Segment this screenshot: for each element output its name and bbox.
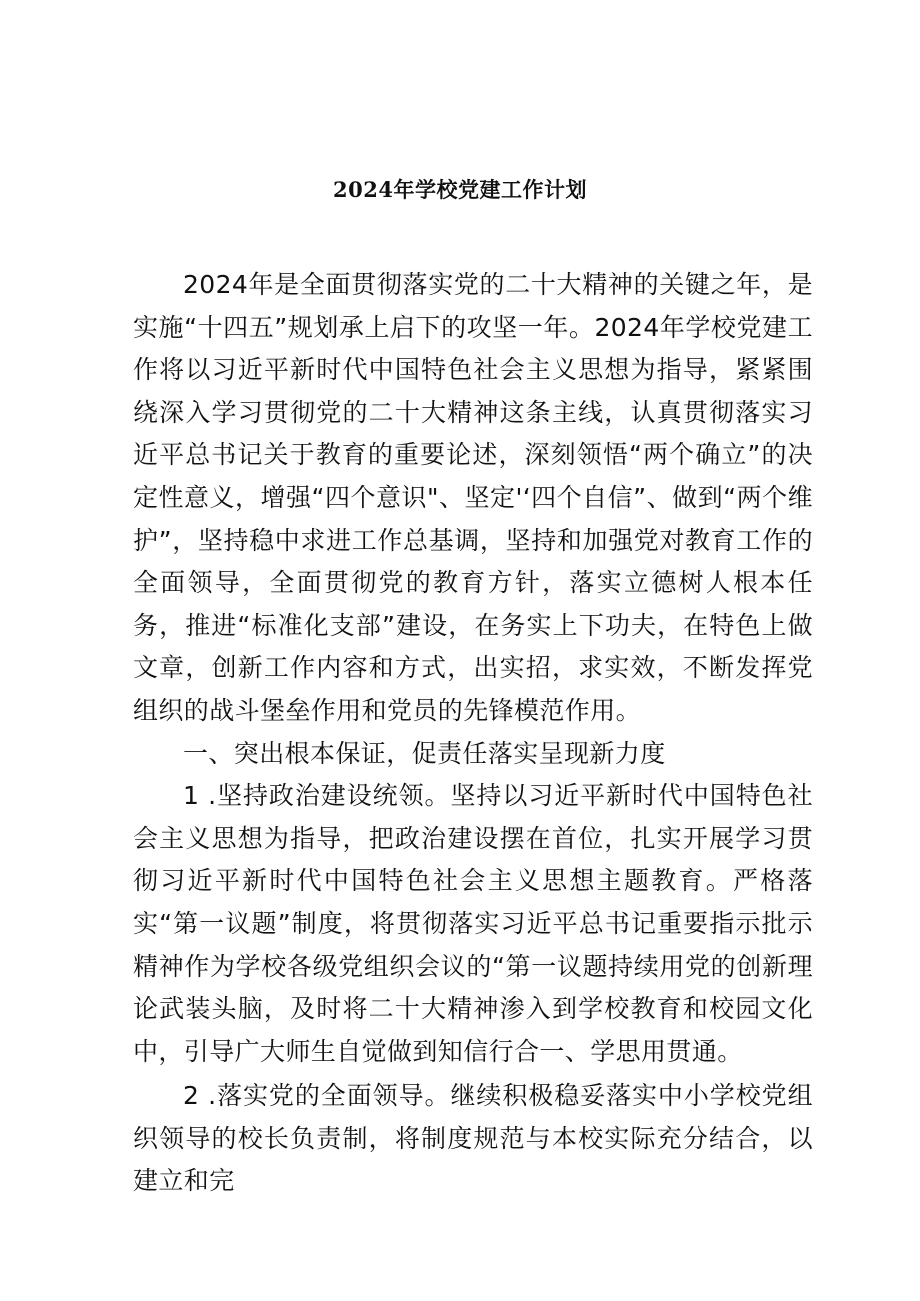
item-2-paragraph: 2 .落实党的全面领导。继续积极稳妥落实中小学校党组织领导的校长负责制，将制度规范与本校实际充分结合，以建立和完: [133, 1081, 813, 1196]
document-body: [133, 264, 813, 1203]
section-heading-1: 一、突出根本保证，促责任落实呈现新力度: [183, 738, 666, 768]
document-title: 2024年学校党建工作计划: [333, 177, 587, 202]
intro-paragraph: 2024年是全面贯彻落实党的二十大精神的关键之年，是实施“十四五”规划承上启下的攻坚一年。2024年学校党建工作将以习近平新时代中国特色社会主义思想为指导，紧紧围绕深入学习贯彻党的二十大精神这条主线，认真贯彻落实习近平总书记关于教育的重要论述，深刻领悟“两个确立”的决定性意义，增强“四个意识"、坚定'‘四个自信”、做到“两个维护”，坚持稳中求进工作总基调，坚持和加强党对教育工作的全面领导，全面贯彻党的教育方针，落实立德树人根本任务，推进“标准化支部”建设，在务实上下功夫，在特色上做文章，创新工作内容和方式，出实招，求实效，不断发挥党组织的战斗堡垒作用和党员的先锋模范作用。: [133, 270, 813, 725]
item-1-paragraph: 1 .坚持政治建设统领。坚持以习近平新时代中国特色社会主义思想为指导，把政治建设摆在首位，扎实开展学习贯彻习近平新时代中国特色社会主义思想主题教育。严格落实“第一议题”制度，将贯彻落实习近平总书记重要指示批示精神作为学校各级党组织会议的“第一议题持续用党的创新理论武装头脑，及时将二十大精神渗入到学校教育和校园文化中，引导广大师生自觉做到知信行合一、学思用贯通。: [133, 781, 813, 1066]
